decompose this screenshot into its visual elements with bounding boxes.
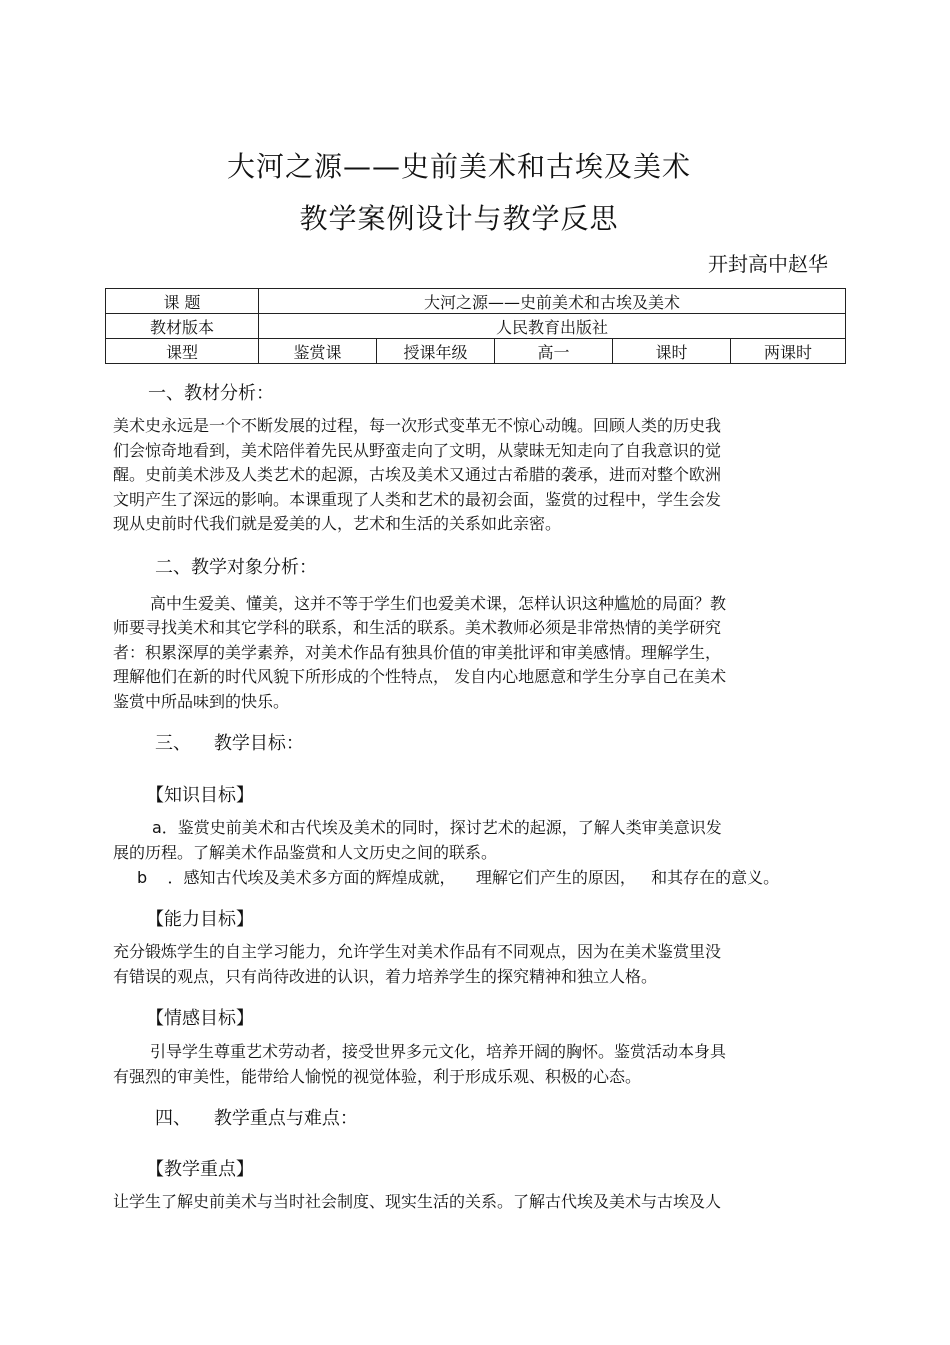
table-cell-value: 高一	[495, 339, 613, 364]
subsection-heading: 【知识目标】	[146, 785, 254, 806]
paragraph-line: 现从史前时代我们就是爱美的人，艺术和生活的关系如此亲密。	[113, 514, 562, 533]
document-title-line2: 教学案例设计与教学反思	[299, 202, 619, 235]
table-row	[106, 289, 846, 314]
table-cell-label: 授课年级	[377, 339, 495, 364]
table-cell-value: 两课时	[731, 339, 846, 364]
lesson-info-table	[105, 288, 846, 364]
paragraph-line: 们会惊奇地看到，美术陪伴着先民从野蛮走向了文明，从蒙昧无知走向了自我意识的觉	[113, 441, 722, 460]
table-cell-label: 课型	[106, 339, 259, 364]
paragraph-line: 充分锻炼学生的自主学习能力，允许学生对美术作品有不同观点，因为在美术鉴赏里没	[113, 942, 722, 961]
paragraph-line: 高中生爱美、懂美，这并不等于学生们也爱美术课，怎样认识这种尴尬的局面？教	[150, 594, 727, 613]
author-name: 开封高中赵华	[708, 252, 828, 276]
paragraph-line: 引导学生尊重艺术劳动者，接受世界多元文化，培养开阔的胸怀。鉴赏活动本身具	[150, 1042, 727, 1061]
table-row	[106, 314, 846, 339]
paragraph-line: 醒。史前美术涉及人类艺术的起源，古埃及美术又通过古希腊的袭承，进而对整个欧洲	[113, 465, 722, 484]
paragraph-line: 者：积累深厚的美学素养，对美术作品有独具价值的审美批评和审美感情。理解学生，	[113, 643, 722, 662]
table-cell-value: 大河之源——史前美术和古埃及美术	[259, 289, 846, 314]
paragraph-line: 有强烈的审美性，能带给人愉悦的视觉体验，利于形成乐观、积极的心态。	[113, 1067, 642, 1086]
paragraph-line: 师要寻找美术和其它学科的联系，和生活的联系。美术教师必须是非常热情的美学研究	[113, 618, 722, 637]
subsection-heading: 【能力目标】	[146, 909, 254, 930]
section-heading: 三、 教学目标：	[155, 733, 304, 754]
table-cell-value: 鉴赏课	[259, 339, 377, 364]
paragraph-line: 理解他们在新的时代风貌下所形成的个性特点， 发自内心地愿意和学生分享自己在美术	[113, 667, 727, 686]
paragraph-line: 展的历程。了解美术作品鉴赏和人文历史之间的联系。	[113, 843, 498, 862]
paragraph-line: b ．感知古代埃及美术多方面的辉煌成就， 理解它们产生的原因， 和其存在的意义。	[137, 868, 780, 887]
document-title-line1: 大河之源——史前美术和古埃及美术	[226, 150, 691, 183]
section-heading: 四、 教学重点与难点：	[155, 1108, 358, 1129]
paragraph-line: 鉴赏中所品味到的快乐。	[113, 692, 290, 711]
table-row	[106, 339, 846, 364]
paragraph-line: a．鉴赏史前美术和古代埃及美术的同时，探讨艺术的起源，了解人类审美意识发	[152, 818, 722, 837]
table-cell-label: 课时	[613, 339, 731, 364]
table-cell-label: 课 题	[106, 289, 259, 314]
subsection-heading: 【情感目标】	[146, 1008, 254, 1029]
section-heading: 一、教材分析：	[148, 383, 274, 404]
paragraph-line: 文明产生了深远的影响。本课重现了人类和艺术的最初会面，鉴赏的过程中，学生会发	[113, 490, 722, 509]
table-cell-label: 教材版本	[106, 314, 259, 339]
paragraph-line: 让学生了解史前美术与当时社会制度、现实生活的关系。了解古代埃及美术与古埃及人	[113, 1192, 722, 1211]
subsection-heading: 【教学重点】	[146, 1159, 254, 1180]
paragraph-line: 美术史永远是一个不断发展的过程，每一次形式变革无不惊心动魄。回顾人类的历史我	[113, 416, 722, 435]
paragraph-line: 有错误的观点，只有尚待改进的认识，着力培养学生的探究精神和独立人格。	[113, 967, 658, 986]
table-cell-value: 人民教育出版社	[259, 314, 846, 339]
section-heading: 二、教学对象分析：	[155, 557, 317, 578]
